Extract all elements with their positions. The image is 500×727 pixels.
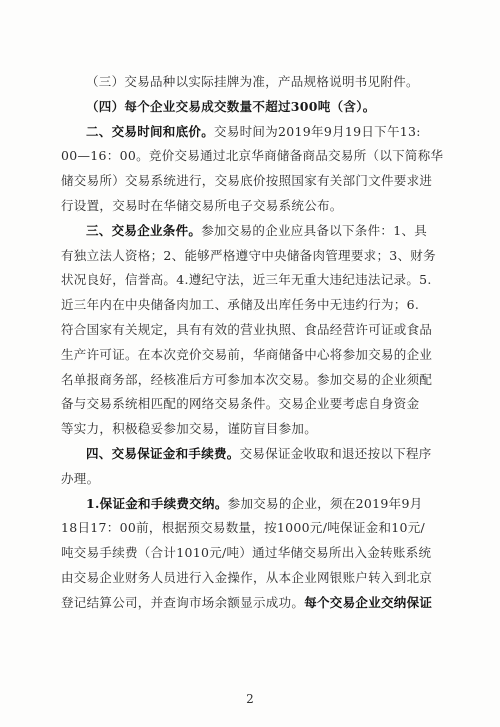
text-line: 符合国家有关规定，具有有效的营业执照、食品经营许可证或食品 bbox=[61, 321, 433, 337]
text-line: 行设置，交易时在华储交易所电子交易系统公布。 bbox=[61, 197, 343, 213]
paragraph-line bbox=[61, 194, 443, 219]
text-line: 备与交易系统相匹配的网络交易条件。交易企业要考虑自身资金 bbox=[61, 396, 420, 412]
section-heading: 四、交易保证金和手续费。 bbox=[86, 445, 240, 461]
paragraph-line bbox=[61, 293, 443, 318]
paragraph-line bbox=[61, 516, 443, 541]
text-line: 由交易企业财务人员进行入金操作，从本企业网银账户转入到北京 bbox=[61, 569, 433, 585]
emphasis-text: 每个交易企业交纳保证 bbox=[304, 594, 433, 610]
document-body bbox=[61, 70, 443, 616]
text-line: （三）交易品种以实际挂牌为准，产品规格说明书见附件。 bbox=[86, 74, 419, 89]
text-segment: 参加交易的企业，须在2019年9月 bbox=[227, 495, 423, 511]
text-line: 00—16：00。竞价交易通过北京华商储备商品交易所（以下简称华 bbox=[61, 148, 443, 164]
paragraph-line bbox=[61, 169, 443, 194]
text-line: 18日17：00前，根据预交易数量，按1000元/吨保证金和10元/ bbox=[61, 520, 426, 536]
paragraph-line bbox=[61, 591, 443, 616]
section-four-heading-line bbox=[61, 442, 443, 467]
paragraph-line bbox=[61, 144, 443, 169]
text-segment: 参加交易的企业应具备以下条件：1、具 bbox=[201, 222, 428, 238]
paragraph-line bbox=[61, 244, 443, 269]
subsection-heading: 1.保证金和手续费交纳。 bbox=[86, 495, 228, 511]
text-line: 等实力，积极稳妥参加交易，谨防盲目参加。 bbox=[61, 421, 318, 437]
paragraph-line bbox=[61, 318, 443, 343]
text-line: （四）每个企业交易成交数量不超过300吨（含）。 bbox=[86, 98, 376, 114]
paragraph-line bbox=[61, 417, 443, 442]
text-segment: 登记结算公司，并查询市场余额显示成功。 bbox=[61, 594, 305, 610]
subsection-one-heading-line bbox=[61, 492, 443, 517]
paragraph-line bbox=[61, 368, 443, 393]
text-segment: 交易保证金收取和退还按以下程序 bbox=[239, 445, 432, 461]
text-line: 办理。 bbox=[61, 470, 100, 486]
text-line: 近三年内在中央储备肉加工、承储及出库任务中无违约行为；6. bbox=[61, 297, 420, 313]
paragraph-line bbox=[61, 343, 443, 368]
paragraph-line bbox=[61, 268, 443, 293]
text-line: 吨交易手续费（合计1010元/吨）通过华储交易所出入金转账系统 bbox=[61, 545, 432, 561]
text-line: 有独立法人资格；2、能够严格遵守中央储备肉管理要求；3、财务 bbox=[61, 247, 436, 263]
paragraph-line bbox=[61, 541, 443, 566]
list-item-three bbox=[61, 70, 443, 95]
paragraph-line bbox=[61, 392, 443, 417]
section-heading: 三、交易企业条件。 bbox=[86, 222, 202, 238]
text-line: 生产许可证。在本次竞价交易前，华商储备中心将参加交易的企业 bbox=[61, 346, 433, 362]
section-two-heading-line bbox=[61, 120, 443, 145]
section-three-heading-line bbox=[61, 219, 443, 244]
paragraph-line bbox=[61, 566, 443, 591]
paragraph-line bbox=[61, 467, 443, 492]
page-number: 2 bbox=[246, 692, 254, 706]
text-line: 储交易所）交易系统进行，交易底价按照国家有关部门文件要求进 bbox=[61, 173, 433, 189]
list-item-four bbox=[61, 95, 443, 120]
text-line: 状况良好，信誉高。4.遵纪守法，近三年无重大违纪违法记录。5. bbox=[61, 272, 432, 288]
section-heading: 二、交易时间和底价。 bbox=[86, 123, 215, 139]
text-line: 名单报商务部，经核准后方可参加本次交易。参加交易的企业须配 bbox=[61, 371, 433, 387]
text-segment: 交易时间为2019年9月19日下午13: bbox=[214, 123, 421, 139]
